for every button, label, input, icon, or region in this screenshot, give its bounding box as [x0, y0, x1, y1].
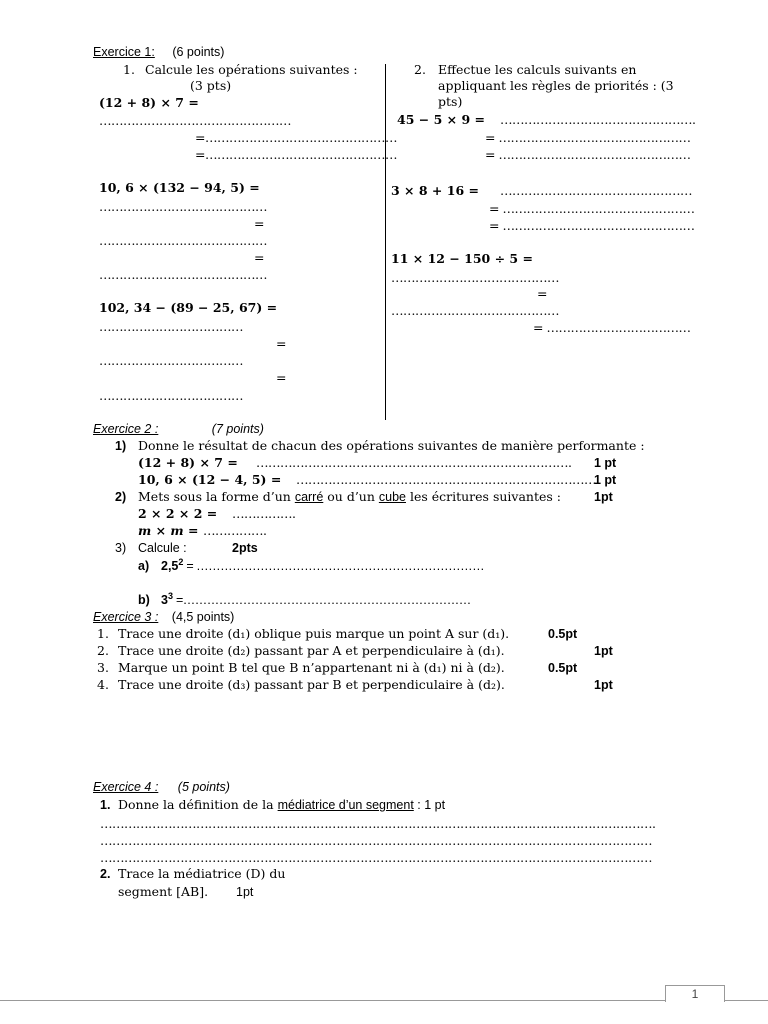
exercise-2-title: Exercice 2 :	[93, 422, 159, 436]
question-number: 1.	[100, 798, 111, 812]
points-label: 1pt	[594, 644, 613, 658]
calc-expression: 10, 6 × (12 − 4, 5) =	[138, 472, 282, 487]
exercise-1-title: Exercice 1:	[93, 45, 155, 59]
list-item-number: 3.	[97, 660, 109, 675]
sub-question-label: b)	[138, 593, 150, 607]
column-divider	[385, 64, 386, 420]
answer-line: ………………………………………………………………………………………………………………………….	[100, 816, 656, 831]
question-number: 2.	[414, 62, 426, 77]
keyword-mediatrice: médiatrice d’un segment	[277, 798, 414, 812]
question-text: appliquant les règles de priorités : (3	[438, 78, 674, 93]
list-item-number: 2.	[97, 643, 109, 658]
answer-line: …………………………………………………………………….	[256, 455, 572, 470]
answer-line: …………………………………………………………………………………………………………………………	[100, 850, 652, 865]
calc-expression: 45 − 5 × 9 =	[397, 112, 485, 127]
points-label: : 1 pt	[413, 798, 446, 812]
answer-line: = …………………………………………	[489, 218, 695, 233]
answer-line: ………………………………	[99, 319, 243, 334]
list-item-text: Trace une droite (d₃) passant par B et perpendiculaire à (d₂).	[118, 677, 505, 692]
equals-sign: =	[537, 286, 548, 301]
exercise-1-points: (6 points)	[172, 45, 225, 59]
points-label: 0.5pt	[548, 627, 578, 641]
equals-sign: =	[276, 370, 287, 385]
exercise-2-points: (7 points)	[211, 422, 264, 436]
equals-sign: =	[276, 336, 287, 351]
exercise-3-points: (4,5 points)	[171, 610, 235, 624]
question-number: 1.	[123, 62, 135, 77]
question-text: pts)	[438, 94, 463, 109]
points-label: 1 pt	[594, 456, 617, 470]
page-number: 1	[665, 985, 725, 1002]
footer-rule	[0, 1000, 768, 1001]
question-number: 1)	[115, 439, 127, 453]
answer-line: ……………………………………	[99, 199, 267, 214]
power-expression	[161, 558, 484, 574]
calc-expression: 2 × 2 × 2 =	[138, 506, 218, 521]
power-exponent: 2	[178, 556, 184, 567]
points-label: 2pts	[232, 541, 258, 555]
list-item-number: 1.	[97, 626, 109, 641]
question-text-part: ou d’un	[323, 489, 379, 504]
points-label: 1 pt	[594, 473, 617, 487]
answer-line: =………………………………………………………………	[172, 593, 471, 607]
answer-line: …………….	[232, 506, 296, 521]
answer-line: =…………………………………………	[195, 147, 397, 162]
question-number: 3)	[115, 541, 127, 555]
question-text-part: Donne la définition de la	[118, 797, 278, 812]
question-points: (3 pts)	[190, 78, 232, 93]
power-expression	[161, 592, 471, 608]
calc-expression: 11 × 12 − 150 ÷ 5 =	[391, 251, 533, 266]
answer-line: …………….	[203, 523, 267, 538]
calc-expression: 102, 34 − (89 − 25, 67) =	[99, 300, 278, 315]
question-text: Calcule les opérations suivantes :	[145, 62, 358, 77]
answer-line: …………………………………………………………………	[296, 472, 596, 487]
question-number: 2.	[100, 867, 111, 881]
answer-line: = …………………………………………	[489, 201, 695, 216]
answer-line: ………………………………………….	[500, 112, 696, 127]
exercise-3-title: Exercice 3 :	[93, 610, 159, 624]
answer-line: ……………………………………	[99, 267, 267, 282]
list-item-text: Trace une droite (d₁) oblique puis marque un point A sur (d₁).	[118, 626, 510, 641]
answer-line: ………………………………	[99, 388, 243, 403]
points-label: 1pt	[594, 490, 613, 504]
question-text	[138, 489, 561, 505]
calc-expression: 3 × 8 + 16 =	[391, 183, 479, 198]
question-text: Trace la médiatrice (D) du	[118, 866, 286, 881]
question-text	[118, 797, 445, 813]
answer-line: …………………………………………………………………………………………………………………………	[100, 833, 652, 848]
power-base: 3	[161, 593, 168, 607]
answer-line: ……………………………………	[391, 303, 559, 318]
answer-line: = …………………………………………	[485, 130, 691, 145]
calc-expression: (12 + 8) × 7 =	[99, 95, 199, 110]
keyword-carre: carré	[294, 490, 324, 504]
exercise-3-heading	[93, 609, 234, 625]
points-label: 1pt	[236, 885, 254, 899]
question-number: 2)	[115, 490, 127, 504]
exercise-2-heading	[93, 421, 264, 437]
answer-line: …………………………………………	[500, 183, 692, 198]
answer-line: = ………………………………	[533, 320, 691, 335]
answer-line: ………………………………	[99, 353, 243, 368]
answer-line: …………………………………………	[99, 113, 291, 128]
exercise-1-heading	[93, 44, 224, 60]
exercise-4-title: Exercice 4 :	[93, 780, 159, 794]
power-base: 2,5	[161, 559, 179, 573]
sub-question-label: a)	[138, 559, 150, 573]
keyword-cube: cube	[378, 490, 406, 504]
question-text: segment [AB].	[118, 884, 209, 899]
question-text: Donne le résultat de chacun des opérations suivantes de manière performante :	[138, 438, 645, 453]
exercise-4-points: (5 points)	[177, 780, 230, 794]
answer-line: ……………………………………	[391, 270, 559, 285]
calc-expression: 10, 6 × (132 − 94, 5) =	[99, 180, 260, 195]
question-text-part: les écritures suivantes :	[405, 489, 561, 504]
power-exponent: 3	[167, 590, 173, 601]
exercise-4-heading	[93, 779, 230, 795]
list-item-text: Marque un point B tel que B n’appartenant ni à (d₁) ni à (d₂).	[118, 660, 505, 675]
calc-expression: (12 + 8) × 7 =	[138, 455, 238, 470]
list-item-number: 4.	[97, 677, 109, 692]
equals-sign: =	[254, 250, 265, 265]
question-text: Effectue les calculs suivants en	[438, 62, 637, 77]
points-label: 1pt	[594, 678, 613, 692]
answer-line: = ………………………………………………………………	[183, 559, 485, 573]
equals-sign: =	[254, 216, 265, 231]
calc-expression: m × m =	[138, 523, 199, 538]
answer-line: = …………………………………………	[485, 147, 691, 162]
answer-line: ……………………………………	[99, 233, 267, 248]
question-text-part: Mets sous la forme d’un	[138, 489, 295, 504]
points-label: 0.5pt	[548, 661, 578, 675]
question-text: Calcule :	[138, 541, 187, 555]
answer-line: =…………………………………………	[195, 130, 397, 145]
list-item-text: Trace une droite (d₂) passant par A et perpendiculaire à (d₁).	[118, 643, 505, 658]
